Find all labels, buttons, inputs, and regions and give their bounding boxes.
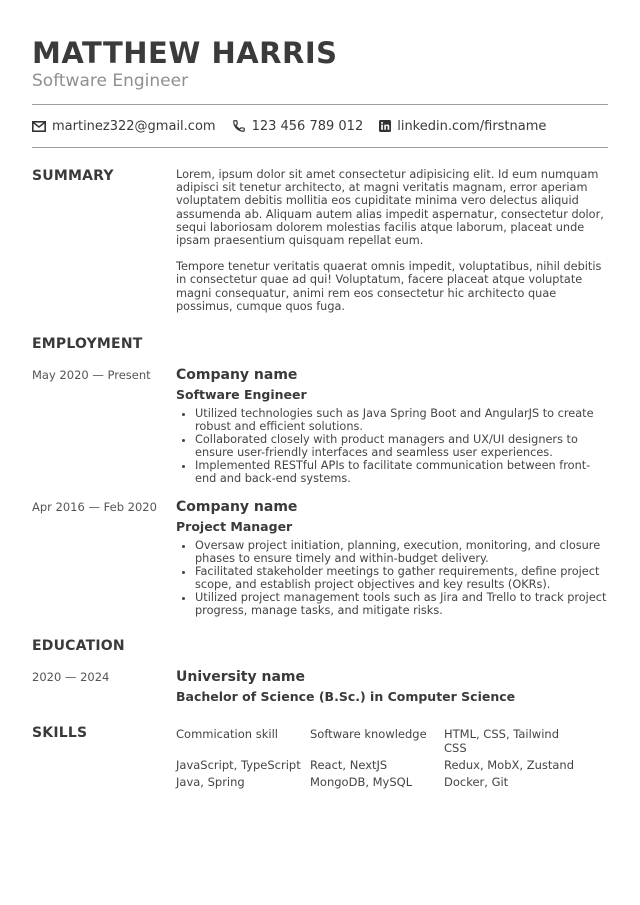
linkedin-icon	[379, 120, 391, 132]
list-item: • Collaborated closely with product managers and UX/UI designers to ensure user-friendly interfaces and seamless user experiences.	[195, 433, 608, 459]
skill-item: Java, Spring	[176, 775, 245, 790]
job-bullets	[176, 539, 608, 617]
section-heading: EDUCATION	[32, 638, 125, 655]
skill-item: Docker, Git	[444, 775, 509, 790]
phone-text[interactable]: 123 456 789 012	[251, 118, 364, 134]
skill-item: Commication skill	[176, 727, 278, 742]
company-name: Company name	[176, 367, 298, 384]
summary-section	[32, 168, 608, 313]
skill-item: MongoDB, MySQL	[310, 775, 413, 790]
job-entry	[32, 366, 608, 485]
skill-item: HTML, CSS, Tailwind CSS	[444, 727, 559, 756]
skill-item: JavaScript, TypeScript	[176, 758, 301, 773]
skills-section	[32, 723, 608, 789]
contact-linkedin[interactable]	[379, 119, 546, 134]
skill-item: Redux, MobX, Zustand	[444, 758, 575, 773]
school-name: University name	[176, 669, 305, 686]
section-heading: SUMMARY	[32, 168, 114, 184]
summary-body	[176, 168, 608, 313]
job-entry	[32, 498, 608, 617]
envelope-icon	[32, 121, 46, 132]
section-heading: EMPLOYMENT	[32, 336, 143, 353]
summary-paragraph: Tempore tenetur veritatis quaerat omnis impedit, voluptatibus, nihil debitis in consectetur quae ad qui! Voluptatum, facere placeat atque voluptate magni consequatur, animi rem eos consectetur hic architecto quae possimus, cumque quos fuga.	[176, 260, 602, 313]
candidate-name: MATTHEW HARRIS	[32, 36, 338, 70]
skill-item: React, NextJS	[310, 758, 388, 773]
job-dates: Apr 2016 — Feb 2020	[32, 500, 157, 515]
degree: Bachelor of Science (B.Sc.) in Computer Science	[176, 689, 516, 705]
contact-phone[interactable]	[232, 119, 364, 134]
list-item: • Facilitated stakeholder meetings to gather requirements, define project scope, and establish project objectives and key results (OKRs).	[195, 565, 608, 591]
phone-icon	[232, 119, 246, 133]
job-bullets	[176, 407, 608, 485]
divider	[32, 147, 608, 148]
section-heading: SKILLS	[32, 725, 88, 742]
linkedin-text[interactable]: linkedin.com/firstname	[397, 118, 547, 134]
company-name: Company name	[176, 499, 298, 516]
education-dates: 2020 — 2024	[32, 670, 110, 685]
list-item: • Implemented RESTful APIs to facilitate communication between front-end and back-end systems.	[195, 459, 608, 485]
resume-page	[32, 36, 608, 789]
email-text[interactable]: martinez322@gmail.com	[52, 118, 216, 134]
job-title: Software Engineer	[32, 71, 189, 91]
list-item: • Utilized technologies such as Java Spring Boot and AngularJS to create robust and efficient solutions.	[195, 407, 608, 433]
job-role: Project Manager	[176, 519, 293, 535]
education-entry	[32, 668, 608, 705]
list-item: • Utilized project management tools such as Jira and Trello to track project progress, manage tasks, and mitigate risks.	[195, 591, 608, 617]
education-section	[32, 638, 608, 705]
employment-section	[32, 336, 608, 617]
job-dates: May 2020 — Present	[32, 368, 151, 383]
job-role: Software Engineer	[176, 387, 307, 403]
contact-bar	[32, 105, 608, 147]
skill-item: Software knowledge	[310, 727, 427, 742]
list-item: • Oversaw project initiation, planning, execution, monitoring, and closure phases to ensure timely and within-budget delivery.	[195, 539, 608, 565]
contact-email[interactable]	[32, 119, 216, 134]
skills-grid	[176, 723, 584, 789]
summary-paragraph: Lorem, ipsum dolor sit amet consectetur adipisicing elit. Id eum numquam adipisci sit tenetur architecto, at magni veritatis magnam, error aperiam voluptatem debitis mollitia eos cupiditate minima vero delectus aliquid assumenda ab. Aliquam autem alias impedit aspernatur, consectetur dolor, sequi laboriosam dolorem molestias facilis atque laborum, placeat unde ipsam praesentium quisquam repellat eum.	[176, 168, 604, 248]
